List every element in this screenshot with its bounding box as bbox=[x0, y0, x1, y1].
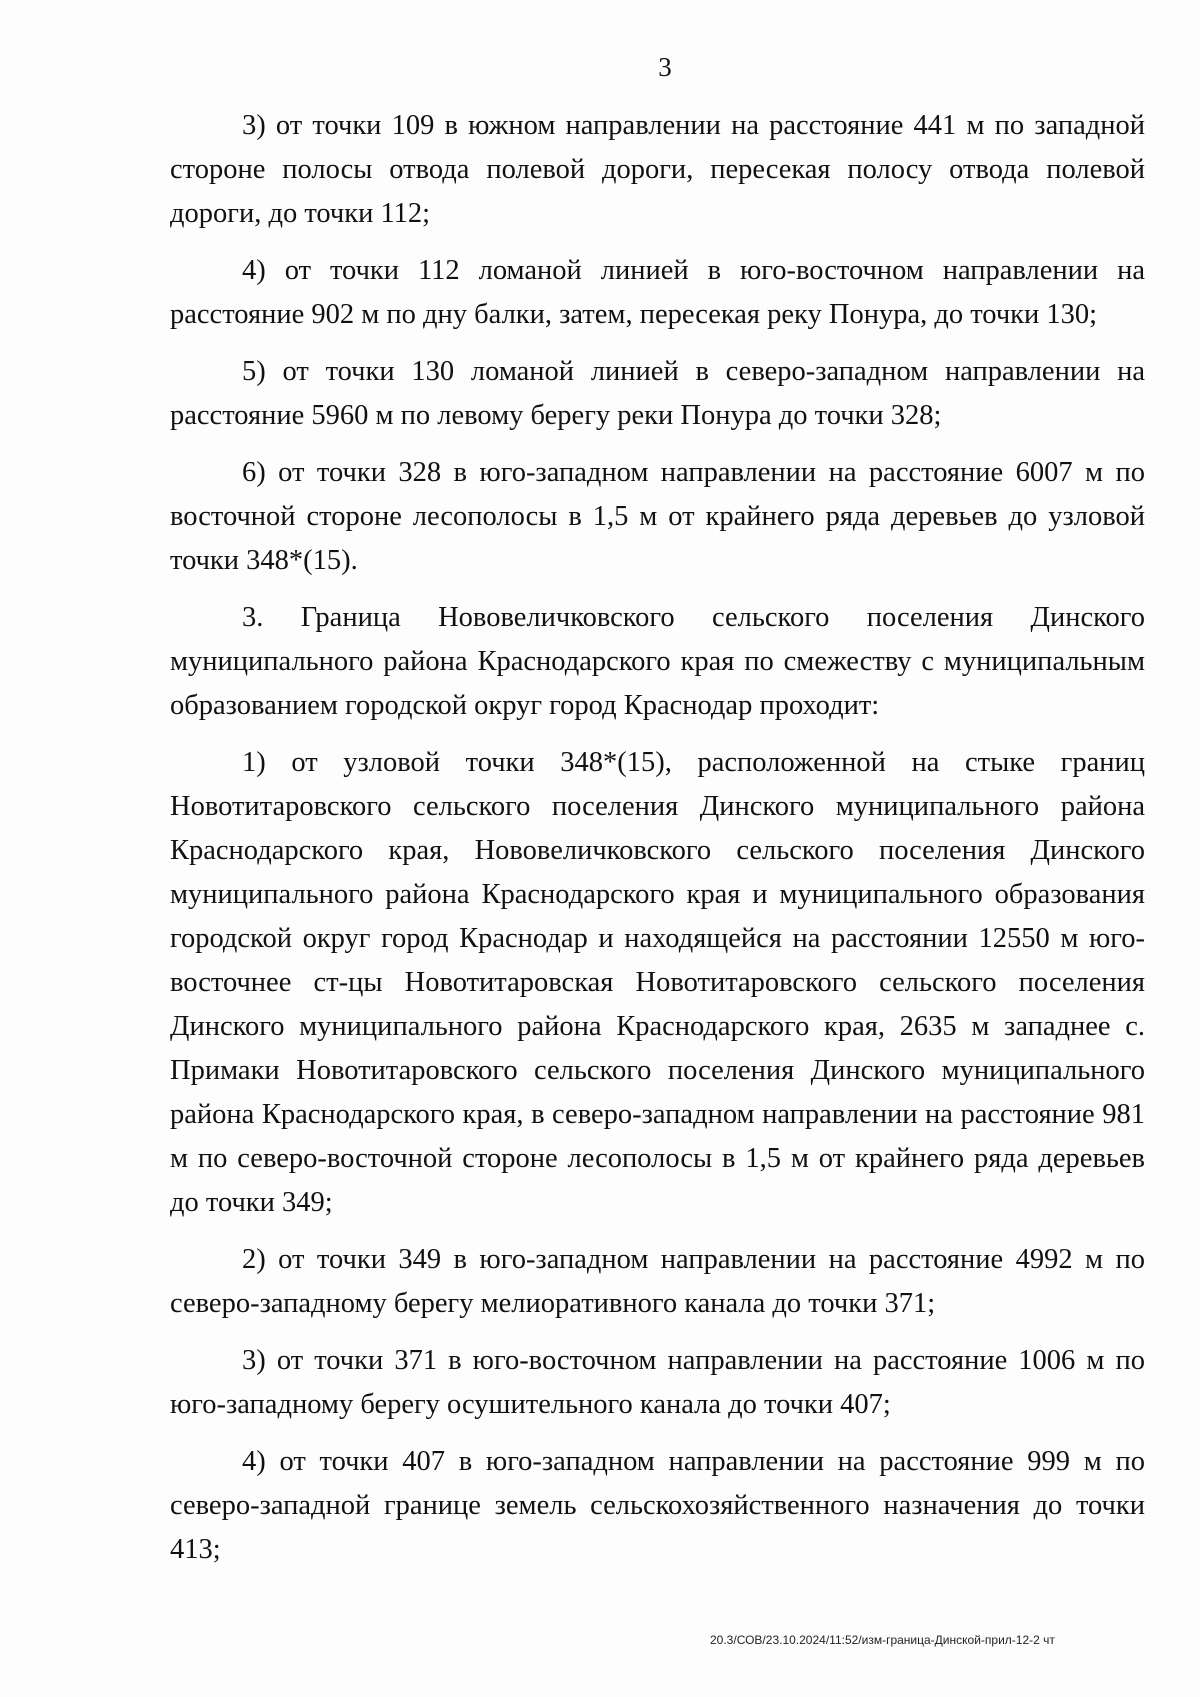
paragraph-item-5: 5) от точки 130 ломаной линией в северо-западном направлении на расстояние 5960 м по левому берегу реки Понура до точки 328; bbox=[170, 356, 1145, 431]
section-3-item-4: 4) от точки 407 в юго-западном направлении на расстояние 999 м по северо-западной границе земель сельскохозяйственного назначения до точки 413; bbox=[170, 1446, 1145, 1565]
section-3-item-1: 1) от узловой точки 348*(15), расположенной на стыке границ Новотитаровского сельского поселения Динского муниципального района Краснодарского края, Нововеличковского сельского поселения Динского муниципального района Краснодарского края и муниципального образования городской округ город Краснодар и находящейся на расстоянии 12550 м юго-восточнее ст-цы Новотитаровская Новотитаровского сельского поселения Динского муниципального района Краснодарского края, 2635 м западнее с. Примаки Новотитаровского сельского поселения Динского муниципального района Краснодарского края, в северо-западном направлении на расстояние 981 м по северо-восточной стороне лесополосы в 1,5 м от крайнего ряда деревьев до точки 349; bbox=[170, 747, 1145, 1218]
page-number: 3 bbox=[658, 52, 672, 82]
document-body bbox=[170, 104, 1145, 1585]
section-3-heading-paragraph: 3. Граница Нововеличковского сельского поселения Динского муниципального района Краснодарского края по смежеству с муниципальным образованием городской округ город Краснодар проходит: bbox=[170, 602, 1145, 721]
paragraph-item-6: 6) от точки 328 в юго-западном направлении на расстояние 6007 м по восточной стороне лесополосы в 1,5 м от крайнего ряда деревьев до узловой точки 348*(15). bbox=[170, 457, 1145, 576]
section-3-item-2: 2) от точки 349 в юго-западном направлении на расстояние 4992 м по северо-западному берегу мелиоративного канала до точки 371; bbox=[170, 1244, 1145, 1319]
paragraph-item-3: 3) от точки 109 в южном направлении на расстояние 441 м по западной стороне полосы отвода полевой дороги, пересекая полосу отвода полевой дороги, до точки 112; bbox=[170, 110, 1145, 229]
document-footer-code: 20.3/СОВ/23.10.2024/11:52/изм-граница-Динской-прил-12-2 чт bbox=[710, 1633, 1055, 1647]
paragraph-item-4: 4) от точки 112 ломаной линией в юго-восточном направлении на расстояние 902 м по дну балки, затем, пересекая реку Понура, до точки 130; bbox=[170, 255, 1145, 330]
section-3-item-3: 3) от точки 371 в юго-восточном направлении на расстояние 1006 м по юго-западному берегу осушительного канала до точки 407; bbox=[170, 1345, 1145, 1420]
